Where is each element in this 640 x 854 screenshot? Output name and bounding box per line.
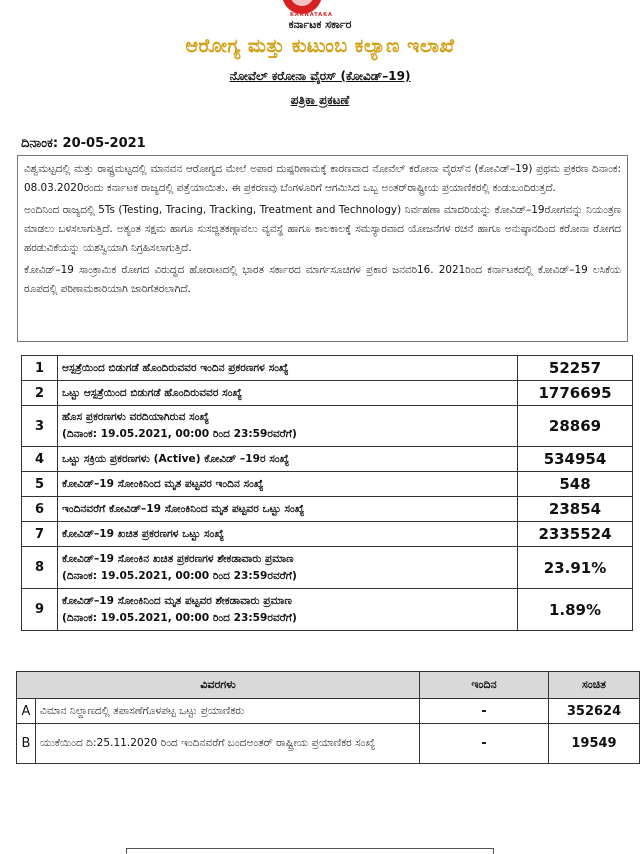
row-letter: B xyxy=(17,724,36,764)
government-title: ಕರ್ನಾಟಕ ಸರ್ಕಾರ xyxy=(288,18,352,31)
row-number: 3 xyxy=(22,406,58,447)
row-label: ಕೋವಿಡ್–19 ಖಚಿತ ಪ್ರಕರಣಗಳ ಒಟ್ಟು ಸಂಖ್ಯೆ xyxy=(58,522,518,547)
row-label-line-2: (ದಿನಾಂಕ: 19.05.2021, 00:00 ರಿಂದ 23:59ರವರೆಗೆ) xyxy=(62,611,297,624)
header-details: ವಿವರಗಳು xyxy=(17,672,420,699)
row-label-line-1: ಕೋವಿಡ್–19 ಸೋಂಕಿನಿಂದ ಮೃತ ಪಟ್ಟವರ ಶೇಕಡಾವಾರು ಪ್ರಮಾಣ xyxy=(62,594,292,607)
row-label xyxy=(58,547,518,589)
intro-paragraph-2: ಅಂದಿನಿಂದ ರಾಜ್ಯದಲ್ಲಿ 5Ts (Testing, Tracing, Tracking, Treatment and Technology) ನಿರ್ವಹಣಾ ಮಾದರಿಯನ್ನು ಕೋವಿಡ್–19ರೋಗವನ್ನು ನಿಯಂತ್ರಣ ಮಾಡಲು ಬಳಸಲಾಗುತ್ತಿದೆ. ಅತ್ಯಂತ ಸಕ್ಷಮ ಹಾಗೂ ಸುಸಜ್ಜಿತಕಣ್ಗಾವಲು ವ್ಯವಸ್ಥೆ ಹಾಗೂ ಕಾಲಕಾಲಕ್ಕೆ ಸಮಸ್ಯಾರವಾದ ಯೋಜನೆಗಳ ರಚನೆ ಹಾಗೂ ಅನುಷ್ಠಾನದಿಂದ ಕರೋನಾ ರೋಗದ ಹರಡುವಿಕೆಯನ್ನು ಯಶಸ್ವಿಯಾಗಿ ನಿಗ್ರಹಿಸಲಾಗುತ್ತಿದೆ. xyxy=(24,204,621,254)
row-value: 534954 xyxy=(518,447,633,472)
row-label xyxy=(58,406,518,447)
row-number: 5 xyxy=(22,472,58,497)
next-table-edge xyxy=(126,848,494,854)
row-number: 2 xyxy=(22,381,58,406)
row-number: 4 xyxy=(22,447,58,472)
row-value: 52257 xyxy=(518,356,633,381)
row-description: ಯುಕೆಯಿಂದ ದಿ:25.11.2020 ರಿಂದ ಇಂದಿನವರೆಗೆ ಬಂದಅಂತರ್ ರಾಷ್ಟ್ರೀಯ ಪ್ರಯಾಣಿಕರ ಸಂಖ್ಯೆ xyxy=(36,724,420,764)
table-row xyxy=(22,406,633,447)
row-label-line-1: ಹೊಸ ಪ್ರಕರಣಗಳು ವರದಿಯಾಗಿರುವ ಸಂಖ್ಯೆ xyxy=(62,411,210,423)
row-today: - xyxy=(420,699,549,724)
table-row xyxy=(22,497,633,522)
table-row xyxy=(17,724,640,764)
release-date: ದಿನಾಂಕ: 20-05-2021 xyxy=(21,136,146,151)
stats-table xyxy=(21,355,633,631)
intro-paragraph-1: ವಿಶ್ವಮಟ್ಟದಲ್ಲಿ ಮತ್ತು ರಾಷ್ಟ್ರಮಟ್ಟದಲ್ಲಿ ಮಾನವನ ಆರೋಗ್ಯದ ಮೇಲೆ ಅಪಾರ ದುಷ್ಪರಿಣಾಮಕ್ಕೆ ಕಾರಣವಾದ ನೋವೆಲ್ ಕರೋನಾ ವೈರಸ್‌ನ (ಕೋವಿಡ್–19) ಪ್ರಥಮ ಪ್ರಕರಣ ದಿನಾಂಕ: 08.03.2020ರಂದು ಕರ್ನಾಟಕ ರಾಜ್ಯದಲ್ಲಿ ಪತ್ತೆಯಾಯಿತು. ಈ ಪ್ರಕರಣವು ಬೆಂಗಳೂರಿಗೆ ಆಗಮಿಸಿದ ಒಬ್ಬ ಅಂತರ್‌ರಾಷ್ಟ್ರೀಯ ಪ್ರಯಾಣಿಕರಲ್ಲಿ ಕಂಡುಬಂದಿರುತ್ತದೆ. xyxy=(24,163,621,194)
table-row xyxy=(22,472,633,497)
row-number: 6 xyxy=(22,497,58,522)
header-today: ಇಂದಿನ xyxy=(420,672,549,699)
row-label: ಒಟ್ಟು ಆಸ್ಪತ್ರೆಯಿಂದ ಬಿಡುಗಡೆ ಹೊಂದಿರುವವರ ಸಂಖ್ಯೆ xyxy=(58,381,518,406)
row-letter: A xyxy=(17,699,36,724)
table-row xyxy=(22,522,633,547)
row-number: 8 xyxy=(22,547,58,589)
row-label: ಆಸ್ಪತ್ರೆಯಿಂದ ಬಿಡುಗಡೆ ಹೊಂದಿರುವವರ ಇಂದಿನ ಪ್ರಕರಣಗಳ ಸಂಖ್ಯೆ xyxy=(58,356,518,381)
table-row xyxy=(22,447,633,472)
row-label: ಕೋವಿಡ್–19 ಸೋಂಕಿನಿಂದ ಮೃತ ಪಟ್ಟವರ ಇಂದಿನ ಸಂಖ್ಯೆ xyxy=(58,472,518,497)
table-row xyxy=(22,589,633,631)
row-value: 23.91% xyxy=(518,547,633,589)
row-description: ವಿಮಾನ ನಿಲ್ದಾಣದಲ್ಲಿ ತಪಾಸಣೆಗೊಳಪಟ್ಟ ಒಟ್ಟು ಪ್ರಯಾಣಿಕರು xyxy=(36,699,420,724)
row-label-line-2: (ದಿನಾಂಕ: 19.05.2021, 00:00 ರಿಂದ 23:59ರವರೆಗೆ) xyxy=(62,428,297,440)
row-value: 23854 xyxy=(518,497,633,522)
row-number: 9 xyxy=(22,589,58,631)
row-number: 1 xyxy=(22,356,58,381)
press-release-text: ಪತ್ರಿಕಾ ಪ್ರಕಟಣೆ xyxy=(290,93,350,107)
row-cumulative: 19549 xyxy=(549,724,640,764)
seal-text: KARNATAKA xyxy=(290,12,333,18)
travellers-table xyxy=(16,671,640,764)
row-label xyxy=(58,589,518,631)
table-row xyxy=(22,547,633,589)
row-label-line-1: ಕೋವಿಡ್–19 ಸೋಂಕಿನ ಖಚಿತ ಪ್ರಕರಣಗಳ ಶೇಕಡಾವಾರು ಪ್ರಮಾಣ xyxy=(62,552,294,565)
subject-line xyxy=(0,69,640,84)
row-value: 548 xyxy=(518,472,633,497)
row-value: 1776695 xyxy=(518,381,633,406)
row-cumulative: 352624 xyxy=(549,699,640,724)
intro-paragraph-3: ಕೋವಿಡ್–19 ಸಾಂಕ್ರಾಮಿಕ ರೋಗದ ವಿರುದ್ಧದ ಹೋರಾಟದಲ್ಲಿ ಭಾರತ ಸರ್ಕಾರದ ಮಾರ್ಗಸೂಚಿಗಳ ಪ್ರಕಾರ ಜನವರಿ16. 2021ರಿಂದ ಕರ್ನಾಟಕದಲ್ಲಿ ಕೋವಿಡ್–19 ಲಸಿಕೆಯ ರೂಪದಲ್ಲಿ ಪರಿಣಾಮಕಾರಿಯಾಗಿ ಜಾರಿಗೆತರಲಾಗಿದೆ. xyxy=(24,264,621,295)
row-label-line-2: (ದಿನಾಂಕ: 19.05.2021, 00:00 ರಿಂದ 23:59ರವರೆಗೆ) xyxy=(62,569,297,582)
row-number: 7 xyxy=(22,522,58,547)
row-label: ಒಟ್ಟು ಸಕ್ರಿಯ ಪ್ರಕರಣಗಳು (Active) ಕೋವಿಡ್ –19ರ ಸಂಖ್ಯೆ xyxy=(58,447,518,472)
table-row xyxy=(22,381,633,406)
subject-text: ನೋವೆಲ್ ಕರೋನಾ ವೈರಸ್ (ಕೋವಿಡ್–19) xyxy=(229,69,411,83)
header-cumulative: ಸಂಚಿತ xyxy=(549,672,640,699)
table-row xyxy=(22,356,633,381)
row-today: - xyxy=(420,724,549,764)
row-value: 1.89% xyxy=(518,589,633,631)
intro-box xyxy=(17,155,628,342)
press-release-heading xyxy=(0,93,640,108)
row-label: ಇಂದಿನವರೆಗೆ ಕೋವಿಡ್–19 ಸೋಂಕಿನಿಂದ ಮೃತ ಪಟ್ಟವರ ಒಟ್ಟು ಸಂಖ್ಯೆ xyxy=(58,497,518,522)
row-value: 2335524 xyxy=(518,522,633,547)
row-value: 28869 xyxy=(518,406,633,447)
department-title: ಆರೋಗ್ಯ ಮತ್ತು ಕುಟುಂಬ ಕಲ್ಯಾಣ ಇಲಾಖೆ xyxy=(185,35,455,57)
table-row xyxy=(17,699,640,724)
table-header-row xyxy=(17,672,640,699)
